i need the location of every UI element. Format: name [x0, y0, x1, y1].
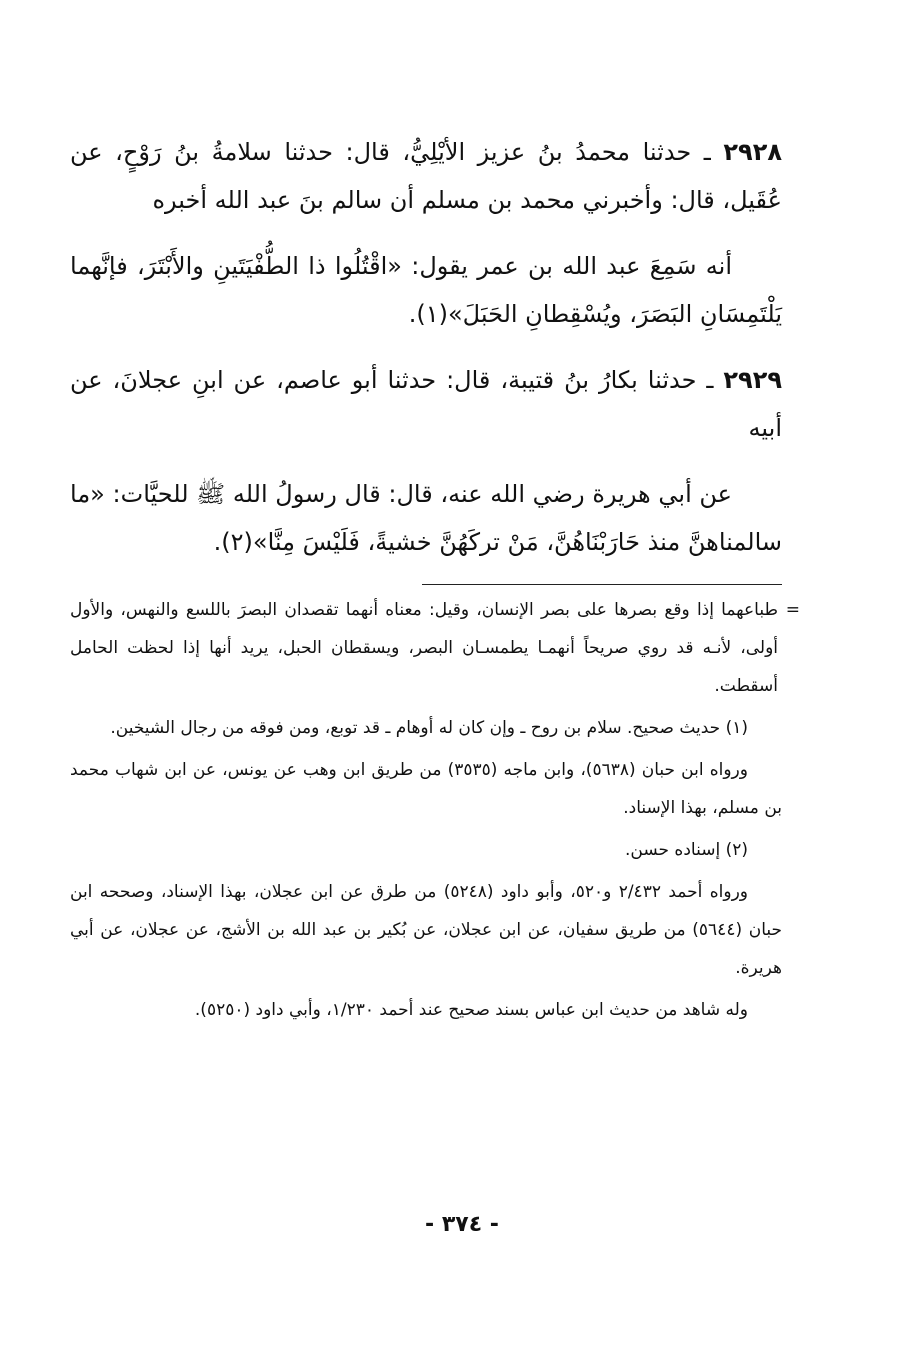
- isnad-text: ـ حدثنا بكارُ بنُ قتيبة، قال: حدثنا أبو عاصم، عن ابنِ عجلانَ، عن أبيه: [70, 366, 782, 442]
- footnote-2: (٢) إسناده حسن.: [625, 840, 748, 860]
- hadith-2928-isnad: [70, 128, 782, 224]
- isnad-text: ـ حدثنا محمدُ بنُ عزيز الأيْلِيُّ، قال: حدثنا سلامةُ بنُ رَوْحٍ، عن عُقَيل، قال: وأخبرني محمد بن مسلم أن سالم بنَ عبد الله أخبره: [70, 138, 782, 214]
- continuation-mark: =: [785, 600, 800, 620]
- hadith-2928-matn: أنه سَمِعَ عبد الله بن عمر يقول: «اقْتُلُوا ذا الطُّفْيَتَينِ والأَبْتَرَ، فإنَّهما يَلْتَمِسَانِ البَصَرَ، ويُسْقِطانِ الحَبَلَ»(١).: [70, 252, 782, 328]
- footnote-2-source: ورواه أحمد ٢/٤٣٢ و٥٢٠، وأبو داود (٥٢٤٨) من طرق عن ابن عجلان، بهذا الإسناد، وصححه ابن حبان (٥٦٤٤) من طريق سفيان، عن ابن عجلان، عن بُكير بن عبد الله بن الأشج، عن عجلان، عن أبي هريرة.: [70, 882, 783, 978]
- footnote-2-witness: وله شاهد من حديث ابن عباس بسند صحيح عند أحمد ١/٢٣٠، وأبي داود (٥٢٥٠).: [194, 1000, 748, 1020]
- page-number: - ٣٧٤ -: [425, 1212, 499, 1237]
- footnotes: [70, 591, 800, 1029]
- footnote-divider: [422, 584, 782, 585]
- hadith-2929-matn: عن أبي هريرة رضي الله عنه، قال: قال رسولُ الله ﷺ للحيَّات: «ما سالمناهنَّ منذ حَارَبْنَاهُنَّ، مَنْ تركَهُنَّ خشيةً، فَلَيْسَ مِنَّا»(٢).: [70, 480, 782, 556]
- continuation-text: طباعهما إذا وقع بصرها على بصر الإنسان، وقيل: معناه أنهما تقصدان البصرَ باللسع والنهس، والأول أولى، لأنـه قد روي صريحاً أنهمـا يطمسـان البصر، ويسقطان الحبل، يريد أنها إذا لحظت الحامل أسقطت.: [70, 600, 778, 696]
- hadith-number: ٢٩٢٨: [723, 138, 782, 166]
- footnote-1: (١) حديث صحيح. سلام بن روح ـ وإن كان له أوهام ـ قد توبع، ومن فوقه من رجال الشيخين.: [110, 718, 748, 738]
- hadith-2929-isnad: [70, 356, 782, 452]
- footnote-continuation: [70, 591, 800, 705]
- hadith-number: ٢٩٢٩: [723, 366, 782, 394]
- main-text: [70, 128, 782, 566]
- footnote-1-source: ورواه ابن حبان (٥٦٣٨)، وابن ماجه (٣٥٣٥) من طريق ابن وهب عن يونس، عن ابن شهاب محمد بن مسلم، بهذا الإسناد.: [70, 760, 782, 818]
- page-body: [70, 128, 800, 1033]
